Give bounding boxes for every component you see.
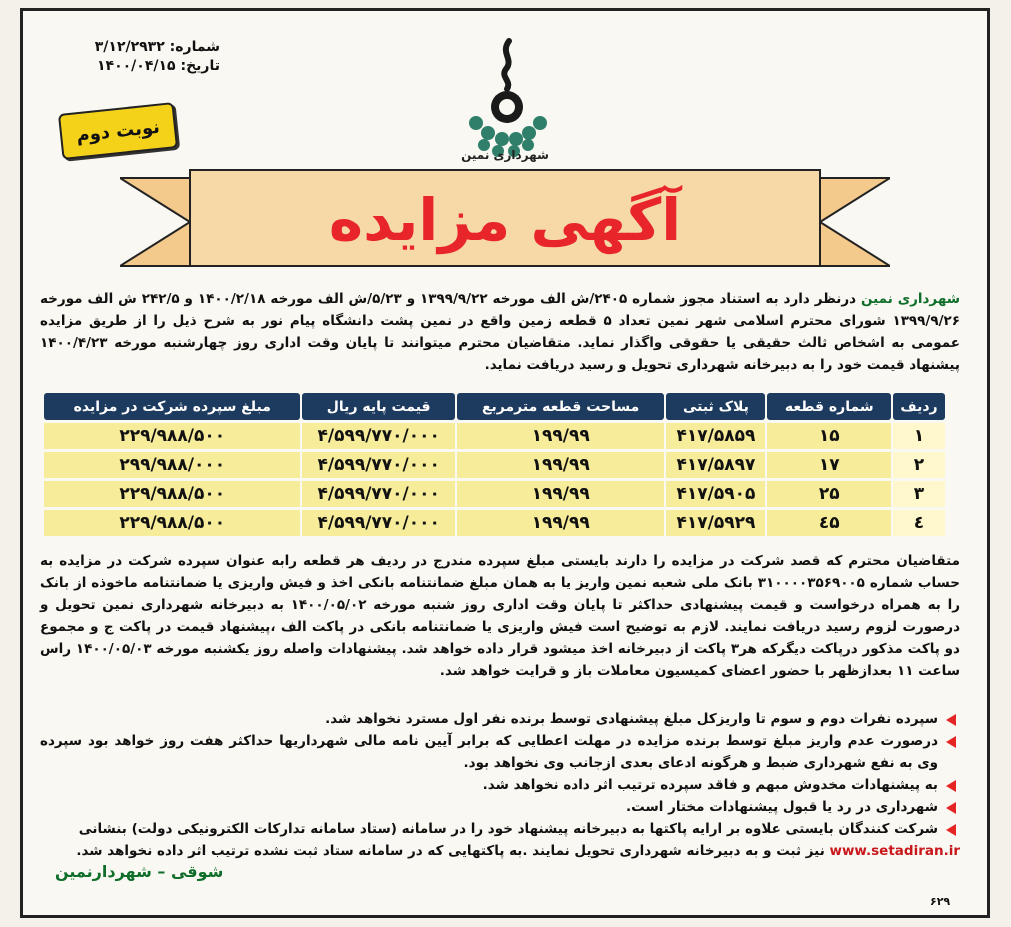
cell-plot-number: ۱۵ [767, 423, 891, 449]
cell-area: ۱۹۹/۹۹ [457, 452, 665, 478]
cell-registry-plate: ۴۱۷/۵۸۵۹ [666, 423, 765, 449]
intro-paragraph [40, 288, 960, 376]
table-row [44, 510, 945, 536]
cell-base-price: ۴/۵۹۹/۷۷۰/۰۰۰ [302, 452, 454, 478]
cell-registry-plate: ۴۱۷/۵۸۹۷ [666, 452, 765, 478]
intro-text: درنظر دارد به استناد مجوز شماره ۲۴۰۵/ش الف مورخه ۱۳۹۹/۹/۲۲ و ۵/۲۳/ش الف مورخه ۱۴۰۰/۲/۱۸ و ۲۴۲/۵ ش الف مورخه ۱۳۹۹/۹/۲۶ شورای محترم اسلامی شهر نمین تعداد ۵ قطعه زمین واقع در نمین پشت دانشگاه پیام نور به شرح ذیل را از طریق مزایده عمومی به اشخاص ثالث حقیقی یا حقوقی واگذار نماید. متقاضیان محترم میتوانند تا پایان وقت اداری روز چهارشنبه مورخه ۱۴۰۰/۴/۲۳ پیشنهاد قیمت خود را به دبیرخانه شهرداری تحویل و رسید دریافت نماید. [40, 291, 960, 373]
col-base-price: قیمت پایه ریال [302, 393, 454, 420]
reference-number: شماره: ۳/۱۲/۲۹۳۲ [94, 39, 220, 55]
cell-row-number: ۲ [893, 452, 945, 478]
col-registry-plate: پلاک ثبتی [666, 393, 765, 420]
auction-table [42, 390, 947, 539]
signature: شوقی – شهردارنمین [55, 862, 224, 881]
page-number: ۶۲۹ [930, 895, 951, 908]
cell-plot-number: ۲۵ [767, 481, 891, 507]
cell-base-price: ۴/۵۹۹/۷۷۰/۰۰۰ [302, 510, 454, 536]
cell-deposit: ۲۲۹/۹۸۸/۵۰۰ [44, 423, 300, 449]
reference-date: تاریخ: ۱۴۰۰/۰۴/۱۵ [97, 58, 220, 74]
continuation-text: نیز ثبت و به دبیرخانه شهرداری تحویل نمایند .به پاکتهایی که در سامانه ستاد ثبت نشده ترتیب اثر داده نخواهد شد. [76, 843, 830, 859]
table-header-row [44, 393, 945, 420]
list-item: شهرداری در رد یا قبول پیشنهادات مختار است. [40, 796, 960, 818]
cell-area: ۱۹۹/۹۹ [457, 423, 665, 449]
cell-area: ۱۹۹/۹۹ [457, 510, 665, 536]
list-item-continuation [40, 840, 960, 862]
cell-row-number: ۳ [893, 481, 945, 507]
col-area: مساحت قطعه مترمربع [457, 393, 665, 420]
table-row [44, 452, 945, 478]
logo-caption: شهرداری نمین [461, 148, 549, 162]
list-item: شرکت کنندگان بایستی علاوه بر ارایه پاکتها به دبیرخانه پیشنهاد خود را در سامانه (ستاد سامانه تدارکات الکترونیکی دولت) بنشانی [40, 818, 960, 840]
cell-base-price: ۴/۵۹۹/۷۷۰/۰۰۰ [302, 423, 454, 449]
list-item: سپرده نفرات دوم و سوم تا واریزکل مبلغ پیشنهادی توسط برنده نفر اول مسترد نخواهد شد. [40, 708, 960, 730]
cell-registry-plate: ۴۱۷/۵۹۰۵ [666, 481, 765, 507]
website-link[interactable]: www.setadiran.ir [829, 843, 960, 859]
cell-registry-plate: ۴۱۷/۵۹۲۹ [666, 510, 765, 536]
table-row [44, 481, 945, 507]
cell-row-number: ۱ [893, 423, 945, 449]
cell-deposit: ۲۲۹/۹۸۸/۵۰۰ [44, 510, 300, 536]
col-deposit: مبلغ سپرده شرکت در مزایده [44, 393, 300, 420]
municipality-name: شهرداری نمین [861, 291, 961, 307]
cell-deposit: ۲۹۹/۹۸۸/۰۰۰ [44, 452, 300, 478]
municipality-logo-icon [462, 35, 552, 165]
page-title: آگهی مزایده [328, 186, 682, 254]
cell-deposit: ۲۲۹/۹۸۸/۵۰۰ [44, 481, 300, 507]
cell-plot-number: ٤۵ [767, 510, 891, 536]
cell-base-price: ۴/۵۹۹/۷۷۰/۰۰۰ [302, 481, 454, 507]
table-row [44, 423, 945, 449]
list-item: درصورت عدم واریز مبلغ توسط برنده مزایده در مهلت اعطایی که برابر آیین نامه مالی شهرداریها حداکثر هفت روز خواهد بود سپرده وی به نفع شهرداری ضبط و هرگونه ادعای بعدی ازجانب وی نخواهد بود. [40, 730, 960, 774]
cell-area: ۱۹۹/۹۹ [457, 481, 665, 507]
col-plot-number: شماره قطعه [767, 393, 891, 420]
conditions-paragraph: متقاضیان محترم که قصد شرکت در مزایده را دارند بایستی مبلغ سپرده مندرج در ردیف هر قطعه رابه عنوان سپرده شرکت در مزایده به حساب شماره ۳۱۰۰۰۰۳۵۶۹۰۰۵ بانک ملی شعبه نمین واریز یا به همان مبلغ ضمانتنامه بانکی اخذ و فیش واریزی یا ضمانتنامه ماخوذه از بانک را به همراه درخواست و قیمت پیشنهادی حداکثر تا پایان وقت اداری روز شنبه مورخه ۱۴۰۰/۰۵/۰۲ به دبیرخانه شهرداری نمین تحویل و درصورت لزوم رسید دریافت نمایند. لازم به توضیح است فیش واریزی یا ضمانتنامه بانکی در پاکت الف ،پیشنهاد قیمت در پاکت ج و مجموع دو پاکت مذکور درپاکت دیگرکه هر۳ پاکت از دبیرخانه اخذ میشود قرار داده خواهد شد. پیشنهادات واصله روز یکشنبه مورخه ۱۴۰۰/۰۵/۰۳ راس ساعت ۱۱ بعدازظهر با حضور اعضای کمیسیون معاملات باز و قرایت خواهد شد. [40, 553, 961, 679]
cell-row-number: ٤ [893, 510, 945, 536]
list-item: به پیشنهادات مخدوش مبهم و فاقد سپرده ترتیب اثر داده نخواهد شد. [40, 774, 960, 796]
cell-plot-number: ۱۷ [767, 452, 891, 478]
reference-block [70, 38, 220, 76]
round-badge: نوبت دوم [58, 102, 178, 160]
col-row-number: ردیف [893, 393, 945, 420]
conditions-list [40, 708, 960, 862]
